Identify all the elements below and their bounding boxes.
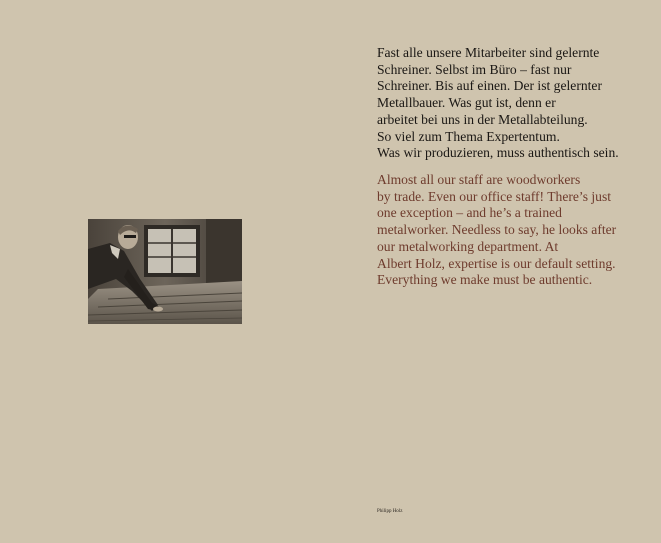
english-paragraph: [377, 172, 649, 289]
english-line: Everything we make must be authentic.: [377, 272, 593, 288]
german-line: Was wir produzieren, muss authentisch sein.: [377, 145, 619, 161]
english-line: metalworker. Needless to say, he looks after: [377, 222, 617, 238]
german-line: Schreiner. Selbst im Büro – fast nur: [377, 61, 572, 77]
worker-photo: [88, 219, 242, 324]
german-paragraph: [377, 45, 649, 162]
english-line: by trade. Even our office staff! There’s just: [377, 188, 612, 204]
german-line: arbeitet bei uns in der Metallabteilung.: [377, 111, 588, 127]
photo-caption: Philipp Holz: [377, 509, 403, 514]
english-line: our metalworking department. At: [377, 238, 559, 254]
german-line: So viel zum Thema Expertentum.: [377, 128, 560, 144]
english-line: Almost all our staff are woodworkers: [377, 172, 581, 187]
english-line: one exception – and he’s a trained: [377, 205, 562, 221]
worker-photo-illustration: [88, 219, 242, 324]
german-line: Schreiner. Bis auf einen. Der ist gelernter: [377, 78, 602, 94]
german-line: Fast alle unsere Mitarbeiter sind gelernte: [377, 45, 600, 60]
english-line: Albert Holz, expertise is our default setting.: [377, 255, 616, 271]
german-line: Metallbauer. Was gut ist, denn er: [377, 95, 556, 111]
